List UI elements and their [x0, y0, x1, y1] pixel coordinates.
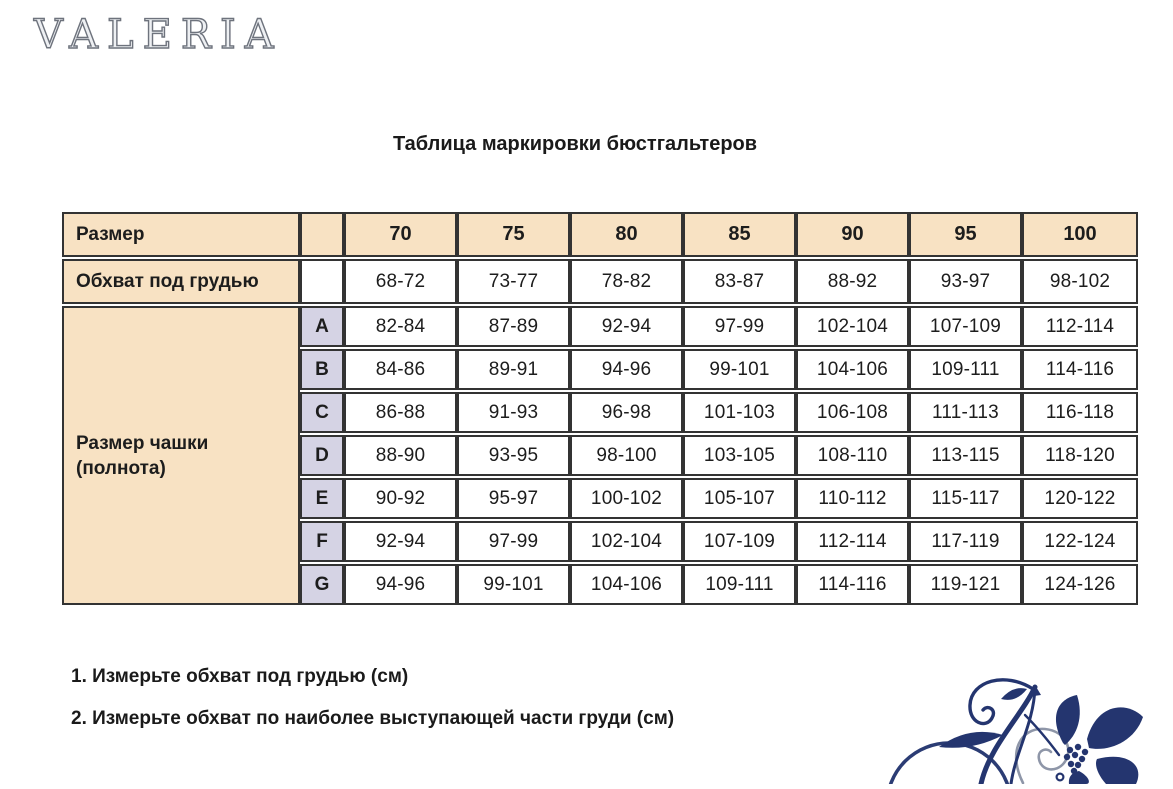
cup-value-cell: 94-96 [570, 349, 683, 390]
cup-value-cell: 122-124 [1022, 521, 1138, 562]
cup-letter-cell: G [300, 564, 344, 605]
underbust-cell: 83-87 [683, 259, 796, 304]
cup-value-cell: 109-111 [909, 349, 1022, 390]
empty-cell [300, 259, 344, 304]
underbust-row-label: Обхват под грудью [62, 259, 300, 304]
cup-value-cell: 93-95 [457, 435, 570, 476]
cup-value-cell: 87-89 [457, 306, 570, 347]
cup-value-cell: 102-104 [570, 521, 683, 562]
empty-corner-cell [300, 212, 344, 257]
cup-value-cell: 124-126 [1022, 564, 1138, 605]
cup-value-cell: 106-108 [796, 392, 909, 433]
size-header-cell: 75 [457, 212, 570, 257]
cup-value-cell: 102-104 [796, 306, 909, 347]
cup-value-cell: 103-105 [683, 435, 796, 476]
cup-letter-cell: F [300, 521, 344, 562]
instruction-item: 2. Измерьте обхват по наиболее выступающей части груди (см) [71, 708, 675, 729]
underbust-cell: 68-72 [344, 259, 457, 304]
cup-value-cell: 117-119 [909, 521, 1022, 562]
cup-value-cell: 99-101 [683, 349, 796, 390]
cup-value-cell: 110-112 [796, 478, 909, 519]
cup-value-cell: 104-106 [570, 564, 683, 605]
floral-ornament [873, 655, 1173, 784]
cup-value-cell: 112-114 [796, 521, 909, 562]
size-header-cell: 70 [344, 212, 457, 257]
cup-value-cell: 112-114 [1022, 306, 1138, 347]
size-header-cell: 95 [909, 212, 1022, 257]
cup-value-cell: 94-96 [344, 564, 457, 605]
brand-logo: VALERIA [34, 12, 283, 58]
underbust-cell: 88-92 [796, 259, 909, 304]
cup-value-cell: 108-110 [796, 435, 909, 476]
cup-row-a [62, 306, 1138, 347]
cup-value-cell: 101-103 [683, 392, 796, 433]
cup-letter-cell: E [300, 478, 344, 519]
cup-letter-cell: A [300, 306, 344, 347]
measurement-instructions [71, 663, 674, 747]
cup-value-cell: 104-106 [796, 349, 909, 390]
cup-letter-cell: D [300, 435, 344, 476]
size-row-label: Размер [62, 212, 300, 257]
cup-value-cell: 107-109 [909, 306, 1022, 347]
cup-value-cell: 98-100 [570, 435, 683, 476]
floral-swirl-ornament-icon [873, 655, 1173, 784]
cup-value-cell: 113-115 [909, 435, 1022, 476]
underbust-cell: 98-102 [1022, 259, 1138, 304]
cup-value-cell: 115-117 [909, 478, 1022, 519]
cup-value-cell: 96-98 [570, 392, 683, 433]
cup-value-cell: 88-90 [344, 435, 457, 476]
cup-value-cell: 118-120 [1022, 435, 1138, 476]
cup-value-cell: 89-91 [457, 349, 570, 390]
size-header-cell: 80 [570, 212, 683, 257]
cup-value-cell: 120-122 [1022, 478, 1138, 519]
cup-value-cell: 119-121 [909, 564, 1022, 605]
underbust-cell: 93-97 [909, 259, 1022, 304]
cup-value-cell: 82-84 [344, 306, 457, 347]
size-chart-table [62, 210, 1138, 607]
cup-value-cell: 92-94 [344, 521, 457, 562]
size-row [62, 212, 1138, 257]
cup-value-cell: 109-111 [683, 564, 796, 605]
cup-value-cell: 99-101 [457, 564, 570, 605]
cup-letter-cell: C [300, 392, 344, 433]
cup-value-cell: 114-116 [1022, 349, 1138, 390]
cup-value-cell: 107-109 [683, 521, 796, 562]
page-title: Таблица маркировки бюстгальтеров [392, 133, 758, 155]
cup-value-cell: 105-107 [683, 478, 796, 519]
cup-value-cell: 114-116 [796, 564, 909, 605]
size-header-cell: 100 [1022, 212, 1138, 257]
cup-value-cell: 95-97 [457, 478, 570, 519]
cup-value-cell: 111-113 [909, 392, 1022, 433]
cup-value-cell: 91-93 [457, 392, 570, 433]
underbust-cell: 78-82 [570, 259, 683, 304]
cup-value-cell: 97-99 [683, 306, 796, 347]
underbust-row [62, 259, 1138, 304]
cup-value-cell: 84-86 [344, 349, 457, 390]
cup-value-cell: 90-92 [344, 478, 457, 519]
underbust-cell: 73-77 [457, 259, 570, 304]
size-header-cell: 90 [796, 212, 909, 257]
cup-value-cell: 86-88 [344, 392, 457, 433]
cup-value-cell: 100-102 [570, 478, 683, 519]
cup-size-label: Размер чашки (полнота) [62, 306, 300, 605]
instruction-item: 1. Измерьте обхват под грудью (см) [71, 666, 409, 687]
cup-value-cell: 97-99 [457, 521, 570, 562]
cup-letter-cell: B [300, 349, 344, 390]
cup-value-cell: 116-118 [1022, 392, 1138, 433]
size-header-cell: 85 [683, 212, 796, 257]
cup-value-cell: 92-94 [570, 306, 683, 347]
